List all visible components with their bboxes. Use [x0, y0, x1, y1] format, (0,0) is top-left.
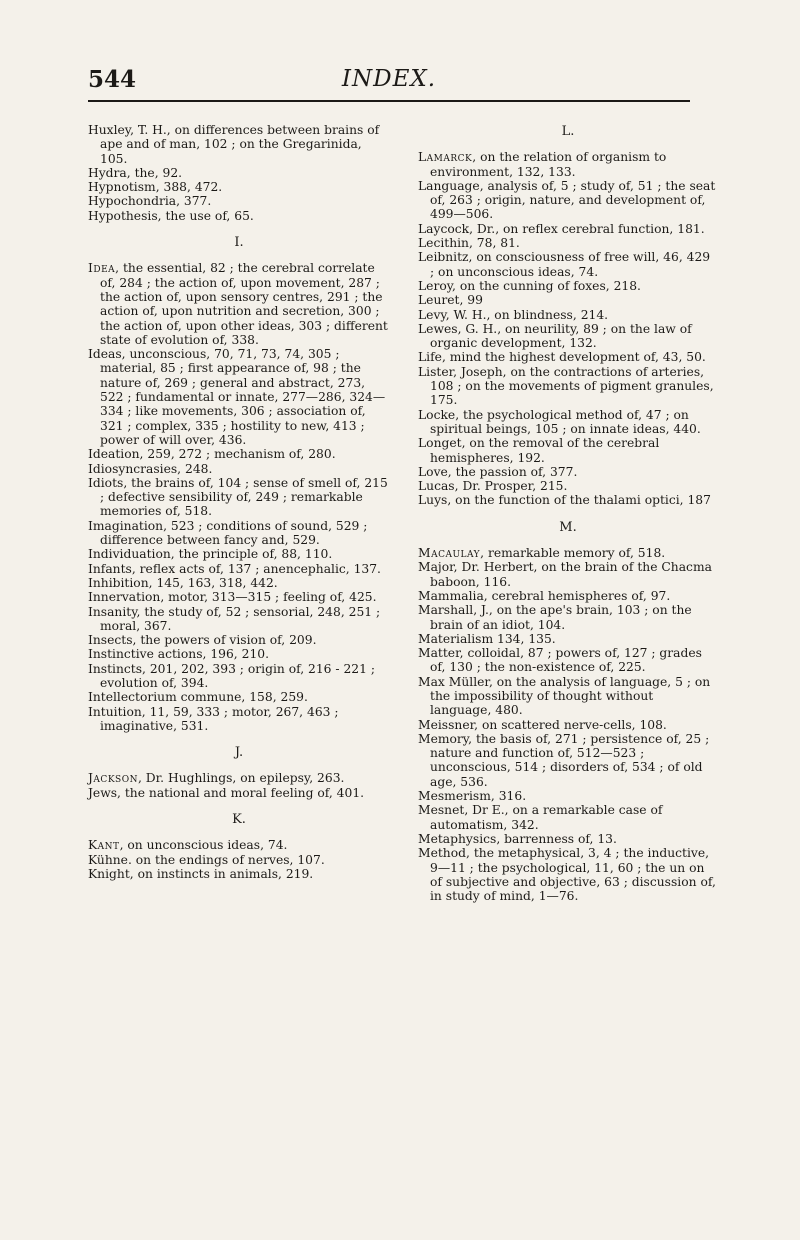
index-entry: [88, 690, 390, 704]
index-entry-heading: Knight: [88, 866, 130, 881]
index-entry: [88, 476, 390, 519]
index-entry-heading: Max Müller: [418, 674, 489, 689]
index-entry-heading: Insects: [88, 633, 133, 648]
index-entry-references: , the brains of, 104 ; sense of smell of, 215 ; defective sensibility of, 249 ; remarkable memories of, 518.: [100, 475, 388, 519]
index-entry-heading: Meissner: [418, 717, 475, 732]
index-entry: [88, 547, 390, 561]
index-entry: [88, 519, 390, 548]
index-entry: [88, 347, 390, 447]
index-entry-heading: Intuition: [88, 704, 142, 719]
index-entry: [418, 646, 718, 675]
index-entry-heading: Ideas: [88, 347, 122, 362]
index-entry: [88, 705, 390, 734]
index-entry-references: , on the relation of organism to environment, 132, 133.: [430, 150, 667, 179]
index-entry: [418, 250, 718, 279]
index-entry-heading: Longet: [418, 436, 462, 451]
index-entry-references: , J., on the ape's brain, 103 ; on the brain of an idiot, 104.: [430, 603, 692, 632]
index-entry-heading: Hypochondria, 377.: [88, 194, 212, 209]
index-entry-heading: Language: [418, 178, 480, 193]
index-entry-references: , Joseph, on the contractions of arteries, 108 ; on the movements of pigment granules, 175.: [430, 364, 714, 408]
index-entry-references: , the national and moral feeling of, 401.: [117, 785, 365, 800]
index-entry-heading: Mesnet: [418, 803, 465, 818]
index-entry: [418, 308, 718, 322]
index-entry-references: . on the endings of nerves, 107.: [127, 852, 325, 867]
index-entry-references: , 201, 202, 393 ; origin of, 216 - 221 ; evolution of, 394.: [100, 661, 376, 690]
index-entry-heading: Levy: [418, 307, 446, 322]
index-entry-heading: Hydra, the, 92.: [88, 165, 183, 180]
index-entry-references: , 259, 272 ; mechanism of, 280.: [139, 447, 336, 462]
section-letter-j: J.: [234, 745, 244, 761]
index-entry-references: , the passion of, 377.: [447, 464, 578, 479]
index-entry-heading: Ideation: [88, 447, 140, 462]
index-entry-references: , 316.: [490, 789, 527, 804]
index-entry-references: , remarkable memory of, 518.: [480, 546, 666, 561]
index-entry-references: , on instincts in animals, 219.: [129, 866, 314, 881]
index-entry: [418, 589, 718, 603]
index-entry-heading: Kant: [88, 838, 120, 853]
index-entry: [88, 662, 390, 691]
index-entry-references: , Dr. Hughlings, on epilepsy, 263.: [137, 771, 345, 786]
index-entry-heading: Idea: [88, 261, 116, 276]
index-entry-heading: Materialism: [418, 631, 494, 646]
index-entry-heading: Huxley, T. H.: [88, 123, 167, 137]
index-entry-references: , the principle of, 88, 110.: [170, 547, 333, 562]
index-entry: [88, 867, 390, 881]
index-entry-references: , 158, 259.: [241, 690, 308, 705]
index-entry-heading: Leroy: [418, 278, 453, 293]
index-entry: [418, 222, 718, 236]
index-entry-references: , on unconscious ideas, 74.: [119, 838, 288, 853]
index-entry: [88, 261, 390, 347]
index-entry-references: , 248.: [177, 461, 213, 476]
index-entry-references: , on the removal of the cerebral hemispheres, 192.: [430, 436, 660, 465]
page-number: 544: [88, 66, 137, 93]
index-entry-references: , the metaphysical, 3, 4 ; the inductive, 9—11 ; the psychological, 11, 60 ; the un on of subjective and objective, 63 ; discussion of, in study of mind, 1—76.: [430, 846, 716, 904]
index-entry-references: , barrenness of, 13.: [496, 831, 617, 846]
index-entry-heading: Memory: [418, 731, 469, 746]
index-entry: [418, 846, 718, 903]
section-letter-k: K.: [232, 812, 246, 828]
index-entry: [418, 546, 718, 560]
index-column-right: [418, 123, 718, 903]
index-entry-references: , 78, 81.: [468, 236, 520, 251]
index-entry: [88, 576, 390, 590]
index-entry-heading: Mesmerism: [418, 789, 491, 804]
index-entry-references: , 99: [459, 293, 483, 308]
index-entry-heading: Macaulay: [418, 546, 481, 561]
index-entry-heading: Mammalia: [418, 588, 484, 603]
index-entry-references: , on the function of the thalami optici, 187: [447, 493, 711, 508]
index-entry-heading: Leibnitz: [418, 250, 469, 265]
index-entry-references: , the essential, 82 ; the cerebral correlate of, 284 ; the action of, upon movement, 287 ; the action of, upon sensory centres, 291 ; the action of, upon nutrition and secretion, 300 ; the action of, upon other ideas, 303 ; different state of evolution of, 338.: [100, 261, 388, 347]
index-entry: [418, 675, 718, 718]
index-entry-references: , motor, 313—315 ; feeling of, 425.: [160, 590, 377, 605]
page-header: [88, 66, 690, 102]
index-entry: [88, 209, 390, 223]
index-entry: [88, 123, 390, 166]
index-entry-heading: Metaphysics: [418, 831, 497, 846]
index-entry-heading: Instinctive actions: [88, 647, 203, 662]
index-entry-heading: Insanity: [88, 604, 137, 619]
index-entry-heading: Hypothesis, the use of, 65.: [88, 208, 254, 223]
index-entry: [418, 493, 718, 507]
index-entry-references: , unconscious, 70, 71, 73, 74, 305 ; material, 85 ; first appearance of, 98 ; the nature of, 269 ; general and abstract, 273, 522 ; fundamental or innate, 277—286, 324—334 ; like movements, 306 ; association of, 321 ; complex, 335 ; hostility to new, 413 ; power of will over, 436.: [100, 347, 386, 447]
index-entry: [418, 365, 718, 408]
index-entry-references: , the psychological method of, 47 ; on spiritual beings, 105 ; on innate ideas, 440.: [430, 407, 701, 436]
index-entry: [88, 462, 390, 476]
index-entry: [88, 605, 390, 634]
index-entry-references: , 523 ; conditions of sound, 529 ; difference between fancy and, 529.: [100, 518, 368, 548]
index-entry-heading: Instincts: [88, 661, 143, 676]
index-entry-references: , 145, 163, 318, 442.: [148, 575, 278, 590]
index-entry: [418, 236, 718, 250]
index-entry-heading: Matter: [418, 646, 460, 661]
index-entry-heading: Laycock: [418, 221, 470, 236]
index-entry-references: , G. H., on neurility, 89 ; on the law of organic development, 132.: [430, 321, 692, 351]
index-entry-heading: Major: [418, 560, 454, 575]
index-entry: [418, 322, 718, 351]
index-entry: [418, 293, 718, 307]
index-entry-heading: Love: [418, 464, 448, 479]
index-entry-heading: Idiosyncrasies: [88, 461, 178, 476]
index-entry-references: , Dr E., on a remarkable case of automatism, 342.: [430, 803, 663, 832]
index-entry-references: , analysis of, 5 ; study of, 51 ; the seat of, 263 ; origin, nature, and development of, 499—506.: [430, 178, 716, 222]
index-entry-heading: Inhibition: [88, 575, 149, 590]
index-entry: [418, 436, 718, 465]
section-letter-i: I.: [234, 235, 244, 251]
index-entry: [418, 408, 718, 437]
index-entry: [88, 180, 390, 194]
index-entry: [418, 789, 718, 803]
index-entry: [418, 179, 718, 222]
index-entry: [418, 732, 718, 789]
index-entry-heading: Jews: [88, 785, 118, 800]
index-entry-heading: Idiots: [88, 475, 124, 490]
index-entry: [418, 479, 718, 493]
index-entry-heading: Luys: [418, 493, 448, 508]
section-letter-m: M.: [559, 519, 577, 535]
index-entry-heading: Hypnotism, 388, 472.: [88, 180, 223, 195]
index-entry-references: , on consciousness of free will, 46, 429 ; on unconscious ideas, 74.: [430, 250, 711, 279]
index-entry-references: , on the cunning of foxes, 218.: [452, 278, 641, 293]
index-entry-heading: Method: [418, 846, 467, 861]
index-entry-heading: Kühne: [88, 852, 128, 867]
index-entry-heading: Imagination: [88, 518, 164, 533]
index-entry: [418, 832, 718, 846]
index-entry: [88, 786, 390, 800]
index-entry-heading: Individuation: [88, 547, 171, 562]
index-entry: [418, 350, 718, 364]
index-entry: [88, 853, 390, 867]
index-entry: [88, 447, 390, 461]
index-entry-references: , 196, 210.: [202, 647, 270, 662]
index-entry: [88, 562, 390, 576]
index-entry: [88, 647, 390, 661]
section-letter-l: L.: [561, 124, 575, 139]
index-entry: [418, 632, 718, 646]
index-entry-references: 134, 135.: [493, 631, 556, 646]
index-entry-references: , the study of, 52 ; sensorial, 248, 251 ; moral, 367.: [100, 604, 381, 633]
index-entry: [88, 633, 390, 647]
index-entry-references: , Dr., on reflex cerebral function, 181.: [469, 221, 705, 236]
index-entry: [418, 150, 718, 179]
index-entry: [88, 194, 390, 208]
index-entry-references: , mind the highest development of, 43, 50.: [441, 350, 706, 365]
index-entry-references: , reflex acts of, 137 ; anencephalic, 137.: [131, 561, 381, 576]
index-entry-heading: Leuret: [418, 293, 460, 308]
index-entry-references: , Dr. Prosper, 215.: [454, 479, 568, 494]
index-entry-references: , the powers of vision of, 209.: [132, 633, 317, 648]
index-entry-heading: Lister: [418, 364, 454, 379]
index-entry-heading: Locke: [418, 407, 456, 422]
index-entry-heading: Infants: [88, 561, 132, 576]
index-entry: [88, 771, 390, 785]
index-entry-references: , cerebral hemispheres of, 97.: [483, 588, 671, 603]
running-head: INDEX.: [341, 66, 437, 92]
index-entry: [418, 603, 718, 632]
index-entry-heading: Lucas: [418, 479, 455, 494]
index-entry-references: , 11, 59, 333 ; motor, 267, 463 ; imaginative, 531.: [100, 704, 339, 733]
index-entry-references: , on differences between brains of ape and of man, 102 ; on the Gregarinida, 105.: [100, 123, 380, 166]
index-entry-references: , the basis of, 271 ; persistence of, 25 ; nature and function of, 512—523 ; unconscious, 514 ; disorders of, 534 ; of old age, 536.: [430, 731, 710, 789]
index-entry: [418, 279, 718, 293]
index-entry-heading: Innervation: [88, 590, 161, 605]
index-entry-references: , W. H., on blindness, 214.: [445, 307, 609, 322]
index-entry-heading: Lewes: [418, 321, 458, 336]
index-entry: [418, 465, 718, 479]
index-entry-heading: Intellectorium commune: [88, 690, 242, 705]
index-entry: [418, 560, 718, 589]
index-entry-heading: Jackson: [88, 771, 138, 786]
index-column-left: [88, 123, 390, 881]
index-entry-references: , on scattered nerve-cells, 108.: [474, 717, 667, 732]
index-entry-references: , Dr. Herbert, on the brain of the Chacma baboon, 116.: [430, 560, 712, 589]
index-entry: [418, 803, 718, 832]
index-entry-heading: Lecithin: [418, 236, 469, 251]
index-entry: [88, 166, 390, 180]
index-entry-references: , on the analysis of language, 5 ; on the impossibility of thought without language, 480.: [430, 674, 711, 718]
index-entry: [418, 718, 718, 732]
index-entry-references: , colloidal, 87 ; powers of, 127 ; grades of, 130 ; the non-existence of, 225.: [430, 646, 702, 675]
index-entry-heading: Life: [418, 350, 442, 365]
index-entry-heading: Lamarck: [418, 150, 473, 165]
index-entry: [88, 590, 390, 604]
index-entry-heading: Marshall: [418, 603, 474, 618]
index-entry: [88, 838, 390, 852]
